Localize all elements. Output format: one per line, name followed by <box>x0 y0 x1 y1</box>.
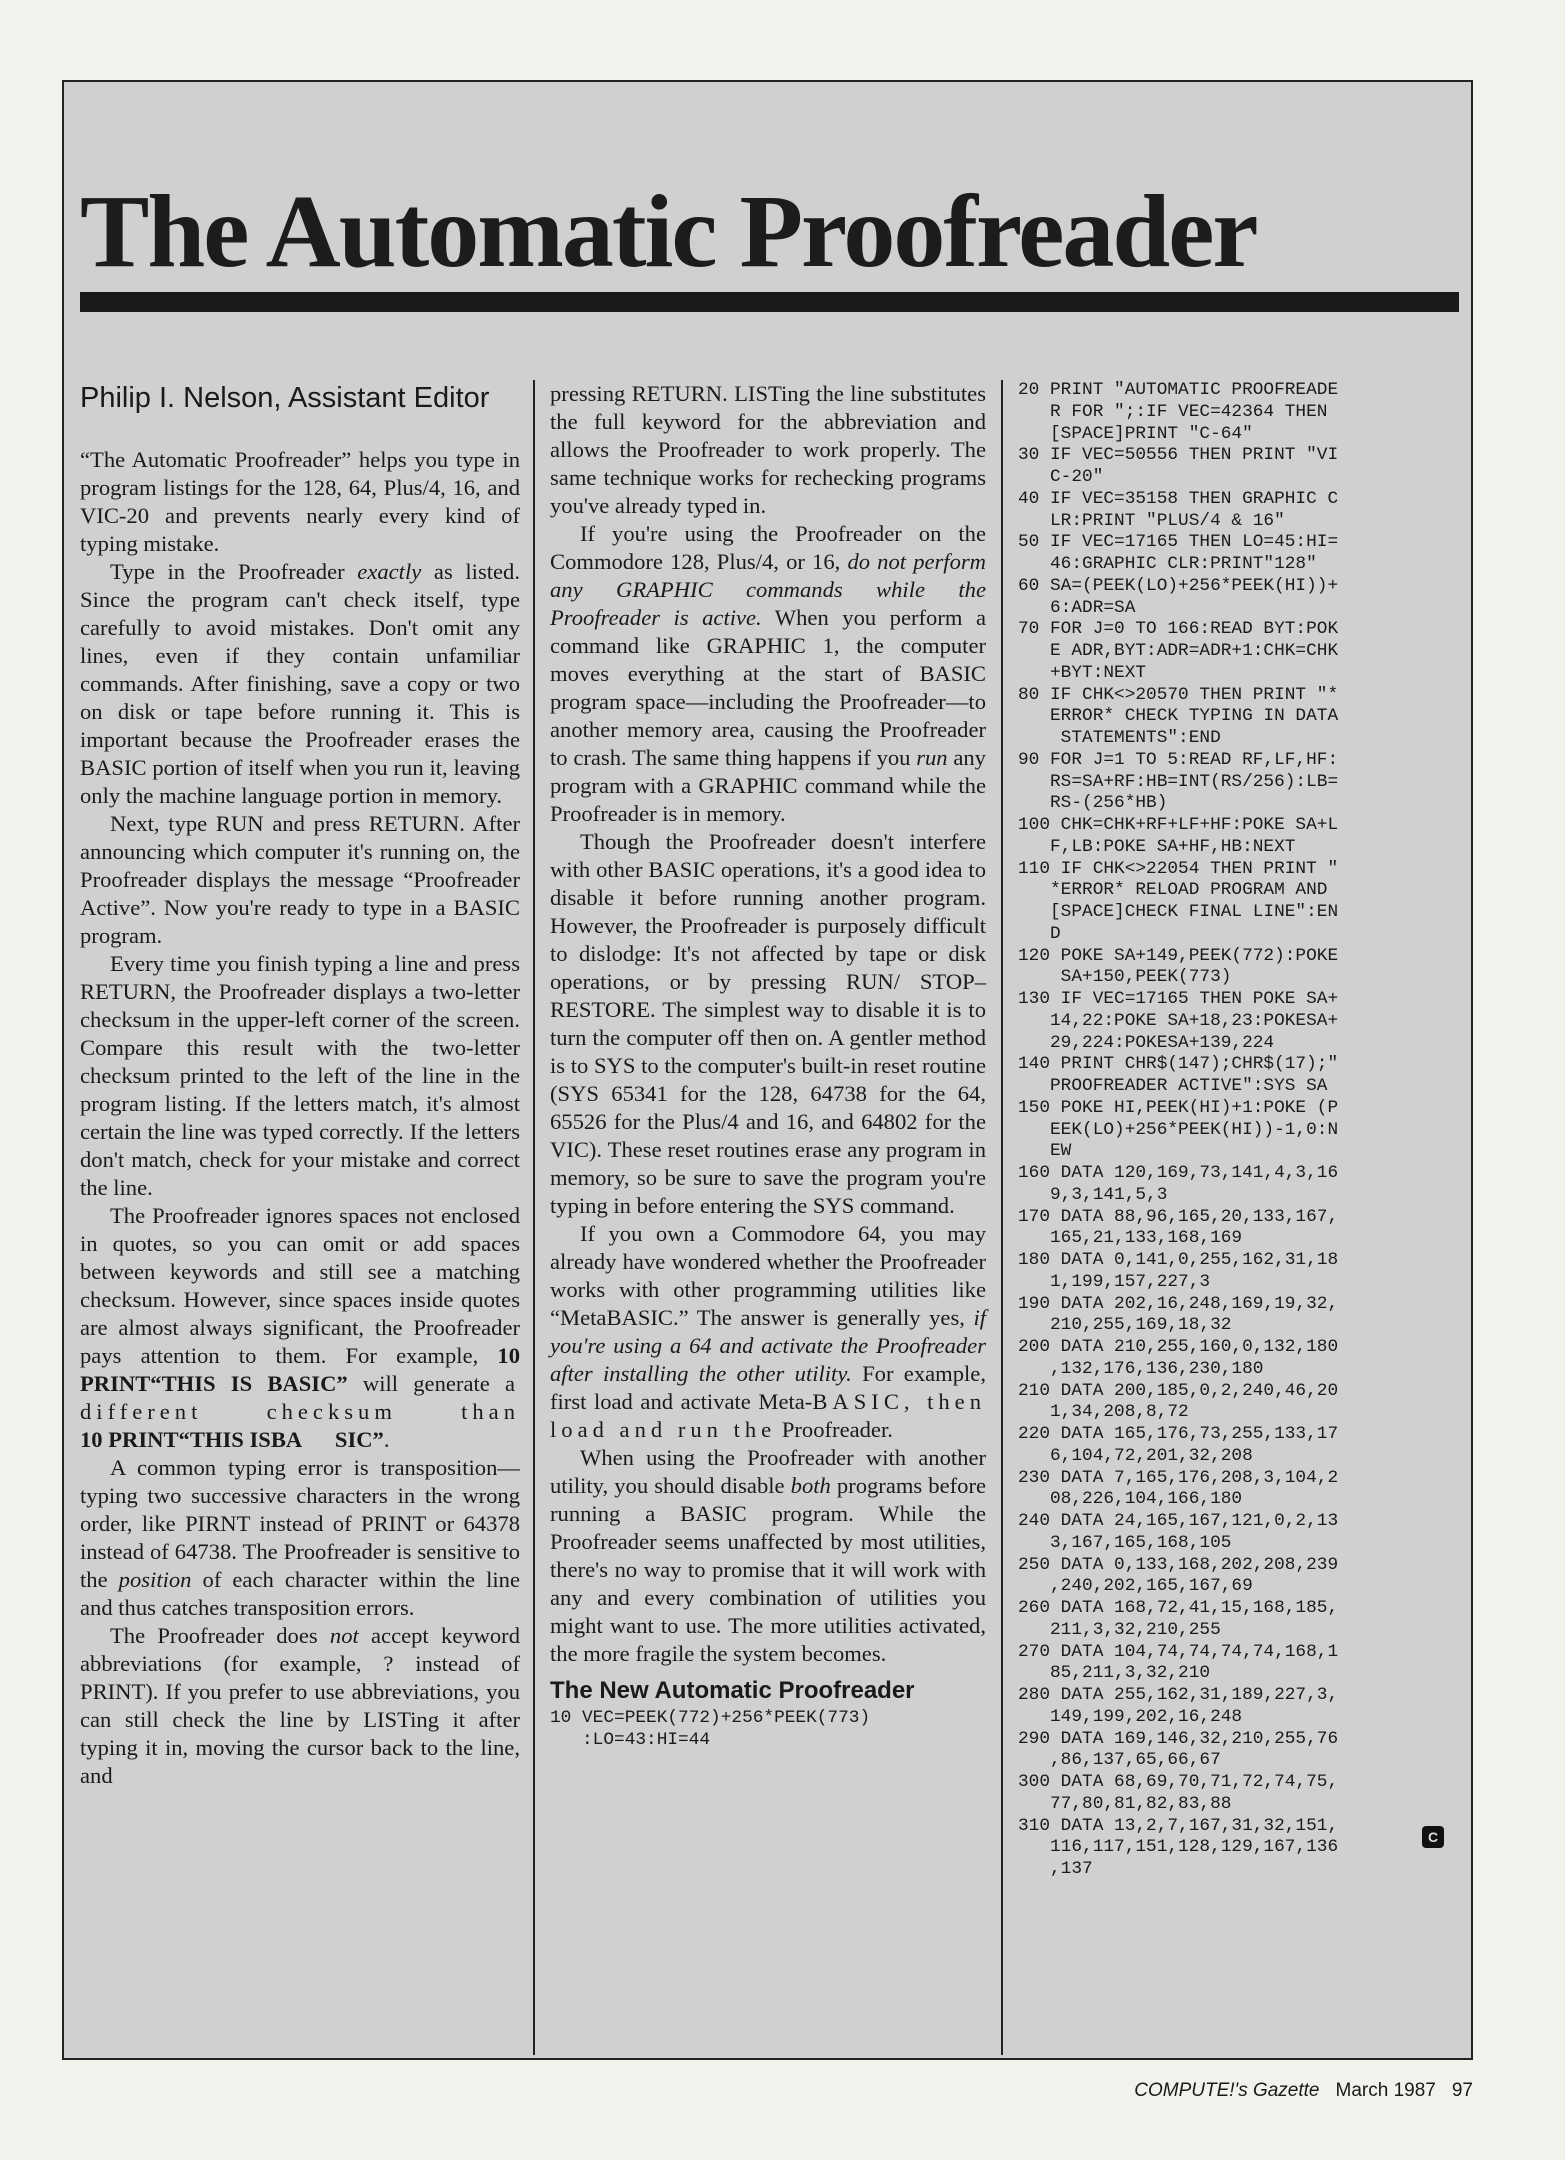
page-footer <box>1134 2080 1473 2102</box>
paragraph: Every time you finish typing a line and press RETURN, the Proofreader displays a two-letter checksum in the upper-left corner of the screen. Compare this result with the two-letter checksum printed to the left of the line in the program listing. If the letters match, it's almost certain the line was typed correctly. If the letters don't match, check for your mistake and correct the line. <box>80 951 520 1200</box>
column-divider <box>533 380 535 2055</box>
end-mark-icon: C <box>1422 1826 1444 1848</box>
page-number: 97 <box>1451 2080 1473 2101</box>
paragraph: When using the Proofreader with another utility, you should disable both programs before running a BASIC program. While the Proofreader seems unaffected by most utilities, there's no way to promise that it will work with any and every combination of utilities you might want to use. The more utilities activated, the more fragile the system becomes. <box>550 1445 987 1666</box>
program-listing: 20 PRINT "AUTOMATIC PROOFREADE R FOR ";:IF VEC=42364 THEN [SPACE]PRINT "C-64" 30 IF VEC=50556 THEN PRINT "VI C-20" 40 IF VEC=35158 THEN GRAPHIC C LR:PRINT "PLUS/4 & 16" 50 IF VEC=17165 THEN LO=45:HI= 46:GRAPHIC CLR:PRINT"128" 60 SA=(PEEK(LO)+256*PEEK(HI))+ 6:ADR=SA 70 FOR J=0 TO 166:READ BYT:POK E ADR,BYT:ADR=ADR+1:CHK=CHK +BYT:NEXT 80 IF CHK<>20570 THEN PRINT "* ERROR* CHECK TYPING IN DATA STATEMENTS":END 90 FOR J=1 TO 5:READ RF,LF,HF: RS=SA+RF:HB=INT(RS/256):LB= RS-(256*HB) 100 CHK=CHK+RF+LF+HF:POKE SA+L F,LB:POKE SA+HF,HB:NEXT 110 IF CHK<>22054 THEN PRINT " *ERROR* RELOAD PROGRAM AND [SPACE]CHECK FINAL LINE":EN D 120 POKE SA+149,PEEK(772):POKE SA+150,PEEK(773) 130 IF VEC=17165 THEN POKE SA+ 14,22:POKE SA+18,23:POKESA+ 29,224:POKESA+139,224 140 PRINT CHR$(147);CHR$(17);" PROOFREADER ACTIVE":SYS SA 150 POKE HI,PEEK(HI)+1:POKE (P EEK(LO)+256*PEEK(HI))-1,0:N EW 160 DATA 120,169,73,141,4,3,16 9,3,141,5,3 170 DATA 88,96,165,20,133,167, 165,21,133,168,169 180 DATA 0,141,0,255,162,31,18 1,199,157,227,3 190 DATA 202,16,248,169,19,32, 210,255,169,18,32 200 DATA 210,255,160,0,132,180 ,132,176,136,230,180 210 DATA 200,185,0,2,240,46,20 1,34,208,8,72 220 DATA 165,176,73,255,133,17 6,104,72,201,32,208 230 DATA 7,165,176,208,3,104,2 08,226,104,166,180 240 DATA 24,165,167,121,0,2,13 3,167,165,168,105 250 DATA 0,133,168,202,208,239 ,240,202,165,167,69 260 DATA 168,72,41,15,168,185, 211,3,32,210,255 270 DATA 104,74,74,74,74,168,1 85,211,3,32,210 280 DATA 255,162,31,189,227,3, 149,199,202,16,248 290 DATA 169,146,32,210,255,76 ,86,137,65,66,67 300 DATA 68,69,70,71,72,74,75, 77,80,81,82,83,88 310 DATA 13,2,7,167,31,32,151, 116,117,151,128,129,167,136 ,137 <box>1018 380 1339 1879</box>
paragraph: If you own a Commodore 64, you may already have wondered whether the Proofreader works with other programming utilities like “MetaBASIC.” The answer is generally yes, if you're using a 64 and activate the Proofreader after installing the other utility. For example, first load and activate Meta-BASIC, then load and run the Proofreader. <box>550 1221 986 1442</box>
code-listing-start: 10 VEC=PEEK(772)+256*PEEK(773) :LO=43:HI=44 <box>550 1708 871 1750</box>
paragraph: If you're using the Proofreader on the Commodore 128, Plus/4, or 16, do not perform any GRAPHIC commands while the Proofreader is active. When you perform a command like GRAPHIC 1, the computer moves everything at the start of BASIC program space—including the Proofreader—to another memory area, causing the Proofreader to crash. The same thing happens if you run any program with a GRAPHIC command while the Proofreader is in memory. <box>550 521 986 826</box>
title-rule <box>80 292 1459 312</box>
issue-date: March 1987 <box>1335 2080 1436 2101</box>
paragraph: A common typing error is transposition—typing two successive characters in the wrong order, like PIRNT instead of PRINT or 64378 instead of 64738. The Proofreader is sensitive to the position of each character within the line and thus catches transposition errors. <box>80 1455 520 1620</box>
paragraph: Next, type RUN and press RETURN. After announcing which computer it's running on, the Proofreader displays the message “Proofreader Active”. Now you're ready to type in a BASIC program. <box>80 811 520 948</box>
paragraph: “The Automatic Proofreader” helps you type in program listings for the 128, 64, Plus/4, 16, and VIC-20 and prevents nearly every kind of typing mistake. <box>80 447 520 556</box>
paragraph: Type in the Proofreader exactly as listed. Since the program can't check itself, type carefully to avoid mistakes. Don't omit any lines, even if they contain unfamiliar commands. After finishing, save a copy or two on disk or tape before running it. This is important because the Proofreader erases the BASIC portion of itself when you run it, leaving only the machine language portion in memory. <box>80 559 520 808</box>
column-divider <box>1001 380 1003 2055</box>
column-2 <box>550 380 986 1752</box>
listing-subhead: The New Automatic Proofreader <box>550 1677 915 1704</box>
paragraph: Though the Proofreader doesn't interfere with other BASIC operations, it's a good idea to disable it before running another program. However, the Proofreader is purposely difficult to dislodge: It's not affected by tape or disk operations, or by pressing RUN/ STOP– RESTORE. The simplest way to disable it is to turn the computer off then on. A gentler method is to SYS to the computer's built-in reset routine (SYS 65341 for the 128, 64738 for the 64, 65526 for the Plus/4 and 16, and 64802 for the VIC). These reset routines erase any program in memory, so be sure to save the program you're typing in before entering the SYS command. <box>550 829 986 1218</box>
column-1 <box>80 380 520 1790</box>
paragraph: The Proofreader does not accept keyword abbreviations (for example, ? instead of PRINT). If you prefer to use abbreviations, you can still check the line by LISTing it after typing it in, moving the cursor back to the line, and <box>80 1623 521 1788</box>
paragraph: pressing RETURN. LISTing the line substitutes the full keyword for the abbreviation and allows the Proofreader to work properly. The same technique works for rechecking programs you've already typed in. <box>550 381 986 518</box>
article-title: The Automatic Proofreader <box>80 174 1257 289</box>
magazine-name: COMPUTE!'s Gazette <box>1134 2080 1320 2101</box>
byline: Philip I. Nelson, Assistant Editor <box>80 382 490 414</box>
paragraph: The Proofreader ignores spaces not enclosed in quotes, so you can omit or add spaces between keywords and still see a matching checksum. However, since spaces inside quotes are almost always significant, the Proofreader pays attention to them. For example, 10 PRINT“THIS IS BASIC” will generate a different checksum than 10 PRINT“THIS ISBA SIC”. <box>80 1203 521 1452</box>
